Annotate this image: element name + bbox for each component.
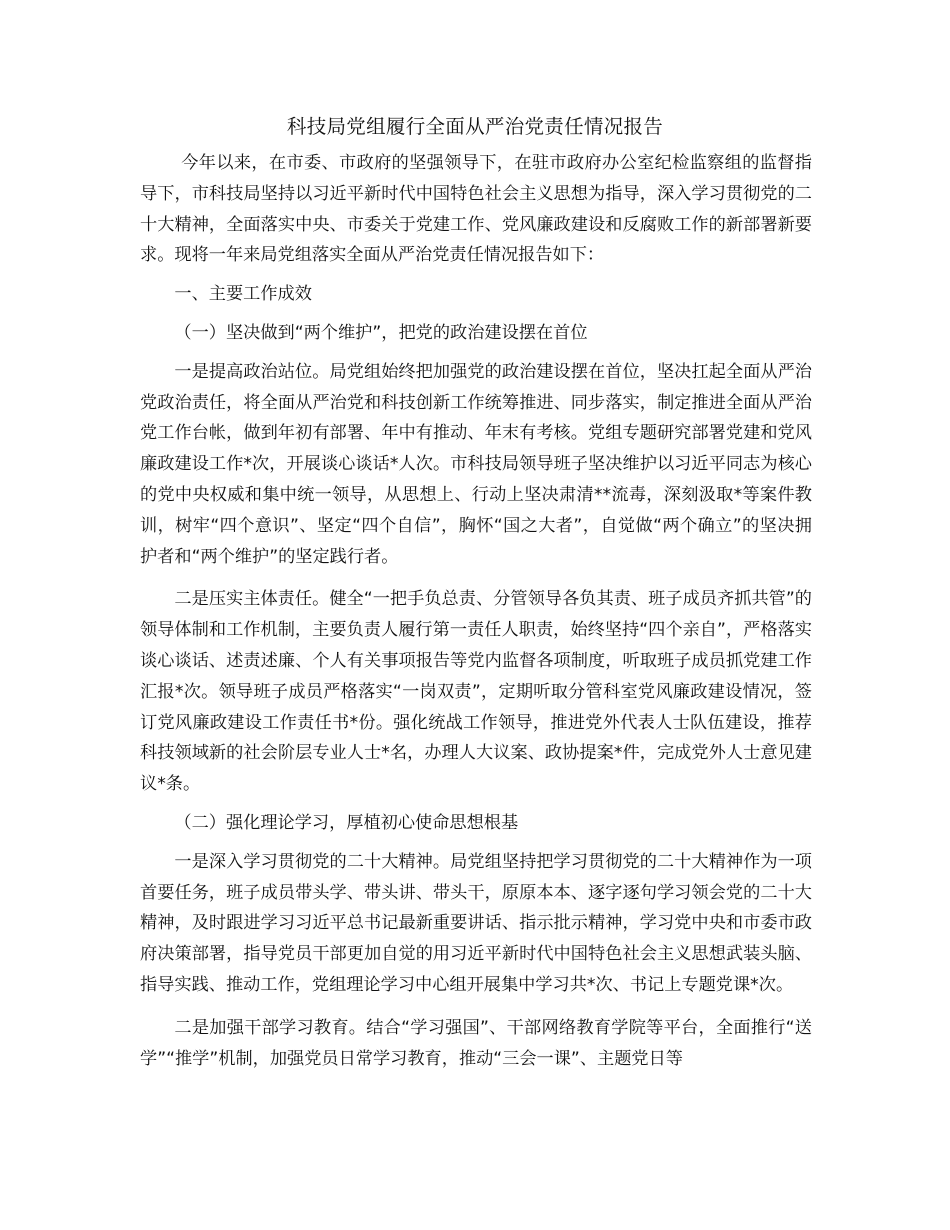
document-title: 科技局党组履行全面从严治党责任情况报告 [286, 115, 664, 138]
section-heading-main-achievements: 一、主要工作成效 [174, 284, 312, 305]
subsection-heading-political-building: （一）坚决做到“两个维护”，把党的政治建设摆在首位 [174, 322, 588, 343]
paragraph-political-stance: 一是提高政治站位。局党组始终把加强党的政治建设摆在首位，坚决扛起全面从严治党政治责任，将全面从严治党和科技创新工作统筹推进、同步落实，制定推进全面从严治党工作台帐，做到年初有部署、年中有推动、年末有考核。党组专题研究部署党建和党风廉政建设工作*次，开展谈心谈话*人次。市科技局领导班子坚决维护以习近平同志为核心的党中央权威和集中统一领导，从思想上、行动上坚决肃清**流毒，深刻汲取*等案件教训，树牢“四个意识”、坚定“四个自信”，胸怀“国之大者”，自觉做“两个确立”的坚决拥护者和“两个维护”的坚定践行者。 [140, 361, 812, 567]
paragraph-cadre-education: 二是加强干部学习教育。结合“学习强国”、干部网络教育学院等平台，全面推行“送学”“推学”机制，加强党员日常学习教育，推动“三会一课”、主题党日等 [140, 1017, 812, 1069]
subsection-heading-theory-study: （二）强化理论学习，厚植初心使命思想根基 [174, 812, 519, 833]
paragraph-main-responsibility: 二是压实主体责任。健全“一把手负总责、分管领导各负其责、班子成员齐抓共管”的领导体制和工作机制，主要负责人履行第一责任人职责，始终坚持“四个亲自”，严格落实谈心谈话、述责述廉、个人有关事项报告等党内监督各项制度，听取班子成员抓党建工作汇报*次。领导班子成员严格落实“一岗双责”，定期听取分管科室党风廉政建设情况，签订党风廉政建设工作责任书*份。强化统战工作领导，推进党外代表人士队伍建设，推荐科技领域新的社会阶层专业人士*名，办理人大议案、政协提案*件，完成党外人士意见建议*条。 [140, 589, 812, 795]
paragraph-study-twentieth-congress: 一是深入学习贯彻党的二十大精神。局党组坚持把学习贯彻党的二十大精神作为一项首要任务，班子成员带头学、带头讲、带头干，原原本本、逐字逐句学习领会党的二十大精神，及时跟进学习习近平总书记最新重要讲话、指示批示精神，学习党中央和市委市政府决策部署，指导党员干部更加自觉的用习近平新时代中国特色社会主义思想武装头脑、指导实践、推动工作，党组理论学习中心组开展集中学习共*次、书记上专题党课*次。 [140, 851, 812, 995]
document-body [140, 148, 812, 1074]
intro-paragraph: 今年以来，在市委、市政府的坚强领导下，在驻市政府办公室纪检监察组的监督指导下，市科技局坚持以习近平新时代中国特色社会主义思想为指导，深入学习贯彻党的二十大精神，全面落实中央、市委关于党建工作、党风廉政建设和反腐败工作的新部署新要求。现将一年来局党组落实全面从严治党责任情况报告如下： [140, 153, 812, 266]
